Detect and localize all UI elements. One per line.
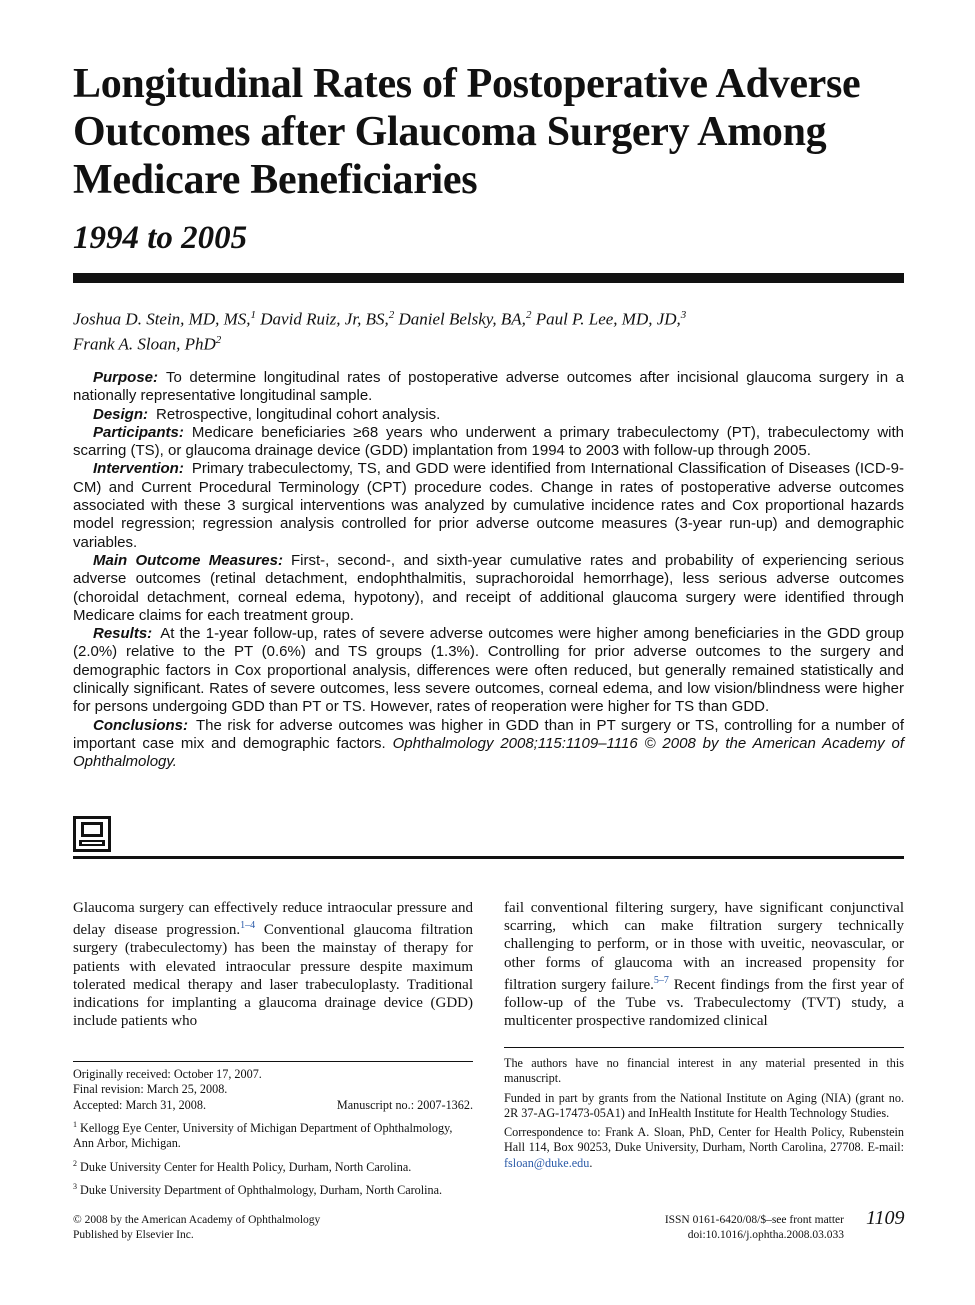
abstract-text: The risk for adverse outcomes was higher in GDD than in PT surgery or TS, controlling for a number of important case mix and demographic factors. xyxy=(73,716,904,752)
revision-date: Final revision: March 25, 2008. xyxy=(73,1082,228,1097)
abstract-text: Retrospective, longitudinal cohort analysis. xyxy=(156,405,441,423)
computer-monitor-icon[interactable] xyxy=(73,816,111,852)
abstract-text: Medicare beneficiaries ≥68 years who underwent a primary trabeculectomy (PT), trabeculectomy with scarring (TS), or glaucoma drainage device (GDD) implantation from 1994 to 2003 with follow-up through 2005. xyxy=(73,423,904,460)
footer-right xyxy=(665,1213,844,1243)
author-name: David Ruiz, Jr, BS, xyxy=(256,309,389,329)
abstract-label: Conclusions: xyxy=(93,716,189,734)
abstract-text: Primary trabeculectomy, TS, and GDD were identified from International Classification of Diseases (ICD-9-CM) and Current Procedural Terminology (CPT) procedure codes. Change in rates of postoperative adverse outcomes associated with these 3 surgical interventions was analyzed by cumulative incidence rates and Cox proportional hazards model regression; regression analysis controlled for prior adverse outcome measures (3-year run-up) and demographic variables. xyxy=(73,460,904,551)
abstract-citation: Ophthalmology 2008;115:1109–1116 © 2008 by the American Academy of Ophthalmology. xyxy=(73,734,905,771)
abstract-conclusions xyxy=(73,717,904,772)
abstract-text: To determine longitudinal rates of postoperative adverse outcomes after incisional glaucoma surgery in a nationally representative longitudinal sample. xyxy=(73,369,904,405)
copyright-line: © 2008 by the American Academy of Ophthalmology xyxy=(73,1214,321,1226)
abstract-outcome-measures xyxy=(73,552,904,625)
email-link[interactable]: fsloan@duke.edu xyxy=(504,1155,590,1170)
abstract-results xyxy=(73,625,904,716)
publisher-line: Published by Elsevier Inc. xyxy=(73,1229,194,1241)
affiliation: $^2$ Duke University Center for Health Policy, Durham, North Carolina. xyxy=(73,1158,412,1174)
funding-note: Funded in part by grants from the National Institute on Aging (NIA) (grant no. 2R 37-AG-17473-05A1) and InHealth Institute for Health Technology Studies. xyxy=(504,1090,904,1120)
page-number: 1109 xyxy=(866,1207,905,1229)
reference-link[interactable]: 1–4 xyxy=(240,920,256,932)
abstract-label: Purpose: xyxy=(93,369,159,386)
correspondence-note: Correspondence to: Frank A. Sloan, PhD, Center for Health Policy, Rubenstein Hall 114, Box 90253, Duke University, Durham, North Carolina, 27708. E-mail: fsloan@duke.edu. xyxy=(504,1125,904,1170)
article-subtitle: 1994 to 2005 xyxy=(73,220,248,256)
abstract xyxy=(73,369,904,772)
author-name: Frank A. Sloan, PhD xyxy=(73,334,216,354)
body-text: Recent findings from the first year of follow-up of the Tube vs. Trabeculectomy (TVT) study, a multicenter prospective randomized clinical xyxy=(504,976,905,1030)
body-text: Glaucoma surgery can effectively reduce intraocular pressure and delay disease progression. xyxy=(73,900,473,939)
abstract-design xyxy=(73,406,904,424)
affiliation-marker: 2 xyxy=(215,333,222,346)
body-column-right xyxy=(504,899,904,1030)
accepted-date: Accepted: March 31, 2008. xyxy=(73,1097,207,1112)
reference-link[interactable]: 5–7 xyxy=(653,974,669,986)
abstract-text: At the 1-year follow-up, rates of severe adverse outcomes were higher among beneficiaries in the GDD group (2.0%) relative to the PT (0.6%) and TS groups (1.3%). Controlling for prior adverse outcomes to the surgery and demographic factors in Cox proportional analysis, differences were often reduced, but generally remained statistically and clinically significant. Rates of severe outcomes, less severe outcomes, corneal edema, and low vision/blindness were higher for persons undergoing GDD than PT or TS. However, rates of reoperation were higher for TS than GDD. xyxy=(73,625,904,716)
body-text: Conventional glaucoma filtration surgery (trabeculectomy) has been the mainstay of therapy for patients with elevated intraocular pressure despite maximum tolerated medical therapy and laser trabeculoplasty. Traditional indications for implanting a glaucoma drainage device (GDD) include patients who xyxy=(73,922,473,1030)
affiliation-marker: 2 xyxy=(525,309,532,321)
article-title: Longitudinal Rates of Postoperative Adverse Outcomes after Glaucoma Surgery Among Medicare Beneficiaries xyxy=(73,61,861,203)
abstract-label: Intervention: xyxy=(93,460,184,478)
abstract-label: Participants: xyxy=(93,423,184,441)
author-name: Paul P. Lee, MD, JD, xyxy=(531,309,681,329)
received-date: Originally received: October 17, 2007. xyxy=(73,1067,262,1081)
title-rule xyxy=(73,273,904,283)
affiliation-marker: 3 xyxy=(680,309,687,321)
abstract-text: First-, second-, and sixth-year cumulative rates and probability of experiencing serious adverse outcomes (retinal detachment, endophthalmitis, suprachoroidal hemorrhage), less serious adverse outcomes (choroidal detachment, corneal edema, hypotony), and receipt of additional glaucoma surgery were identified through Medicare claims for each treatment group. xyxy=(73,551,905,624)
author-name: Joshua D. Stein, MD, MS, xyxy=(73,309,251,329)
abstract-label: Design: xyxy=(93,405,149,423)
issn-line: ISSN 0161-6420/08/$–see front matter xyxy=(664,1214,844,1226)
abstract-participants xyxy=(73,424,904,461)
article-history-notes xyxy=(73,1061,473,1202)
abstract-purpose xyxy=(73,369,904,406)
body-text: fail conventional filtering surgery, have significant conjunctival scarring, which can make filtration surgery technically challenging to perform, or in those with uveitic, neovascular, or other forms of glaucoma with an increased propensity for filtration surgery failure. xyxy=(504,900,904,993)
body-column-left xyxy=(73,899,473,1030)
abstract-intervention xyxy=(73,460,904,551)
affiliation-marker: 2 xyxy=(388,309,395,321)
author-list xyxy=(73,305,903,354)
footer-left xyxy=(73,1213,320,1243)
manuscript-number: Manuscript no.: 2007-1362. xyxy=(336,1097,473,1112)
financial-disclosure: The authors have no financial interest in any material presented in this manuscript. xyxy=(504,1056,904,1086)
author-notes xyxy=(504,1047,904,1175)
affiliation-marker: 1 xyxy=(250,309,257,321)
affiliation: $^3$ Duke University Department of Ophthalmology, Durham, North Carolina. xyxy=(73,1181,443,1197)
abstract-rule xyxy=(73,856,904,859)
abstract-label: Main Outcome Measures: xyxy=(93,551,283,569)
abstract-label: Results: xyxy=(93,625,153,643)
doi-line[interactable]: doi:10.1016/j.ophtha.2008.03.033 xyxy=(687,1229,844,1241)
author-name: Daniel Belsky, BA, xyxy=(394,309,526,329)
affiliation: $^1$ Kellogg Eye Center, University of Michigan Department of Ophthalmology, Ann Arbor, Michigan. xyxy=(73,1119,453,1151)
